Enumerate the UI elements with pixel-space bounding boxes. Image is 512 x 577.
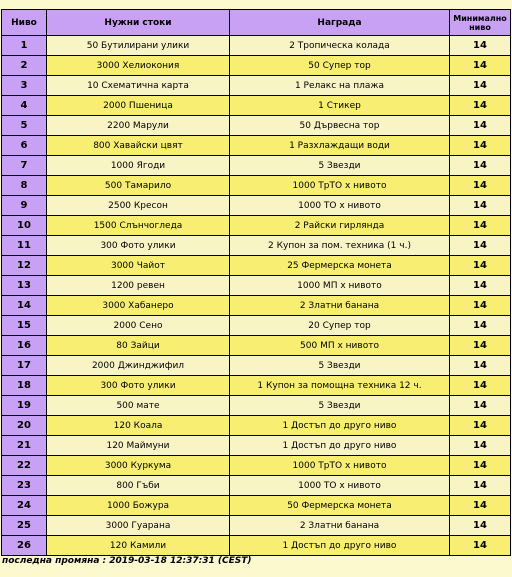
min-level-cell: 14 [450,336,511,356]
table-row [2,116,511,136]
reward-cell: 1 Купон за помощна техника 12 ч. [230,376,450,396]
table-row [2,356,511,376]
reward-cell: 50 Супер тор [230,56,450,76]
min-level-cell: 14 [450,236,511,256]
min-level-cell: 14 [450,416,511,436]
level-cell: 14 [2,296,47,316]
reward-cell: 2 Купон за пом. техника (1 ч.) [230,236,450,256]
min-level-cell: 14 [450,456,511,476]
table-row [2,156,511,176]
table-row [2,396,511,416]
table-row [2,236,511,256]
table-row [2,296,511,316]
levels-table [1,9,511,556]
min-level-cell: 14 [450,536,511,556]
min-level-cell: 14 [450,356,511,376]
level-cell: 25 [2,516,47,536]
level-cell: 9 [2,196,47,216]
goods-cell: 300 Фото улики [47,236,230,256]
min-level-cell: 14 [450,56,511,76]
level-cell: 3 [2,76,47,96]
goods-cell: 120 Камили [47,536,230,556]
reward-cell: 1 Стикер [230,96,450,116]
goods-cell: 2500 Кресон [47,196,230,216]
goods-cell: 500 мате [47,396,230,416]
reward-cell: 50 Дървесна тор [230,116,450,136]
table-row [2,276,511,296]
reward-cell: 1 Достъп до друго ниво [230,436,450,456]
min-level-cell: 14 [450,376,511,396]
reward-cell: 1 Разхлаждащи води [230,136,450,156]
reward-cell: 50 Фермерска монета [230,496,450,516]
min-level-cell: 14 [450,36,511,56]
min-level-cell: 14 [450,516,511,536]
table-row [2,196,511,216]
goods-cell: 3000 Хелиокония [47,56,230,76]
reward-cell: 500 МП x нивото [230,336,450,356]
goods-cell: 120 Маймуни [47,436,230,456]
header-row [2,10,511,36]
min-level-cell: 14 [450,256,511,276]
goods-cell: 2000 Джинджифил [47,356,230,376]
min-level-cell: 14 [450,476,511,496]
table-row [2,76,511,96]
goods-cell: 500 Тамарило [47,176,230,196]
table-row [2,416,511,436]
level-cell: 24 [2,496,47,516]
goods-cell: 2200 Марули [47,116,230,136]
level-cell: 23 [2,476,47,496]
reward-cell: 1000 МП x нивото [230,276,450,296]
goods-cell: 3000 Куркума [47,456,230,476]
goods-cell: 50 Бутилирани улики [47,36,230,56]
level-cell: 20 [2,416,47,436]
level-cell: 11 [2,236,47,256]
goods-cell: 3000 Хабанеро [47,296,230,316]
table-row [2,516,511,536]
reward-cell: 1000 ТО x нивото [230,476,450,496]
level-cell: 2 [2,56,47,76]
reward-cell: 2 Златни банана [230,516,450,536]
reward-cell: 1000 ТО x нивото [230,196,450,216]
reward-cell: 2 Златни банана [230,296,450,316]
table-row [2,456,511,476]
min-level-cell: 14 [450,296,511,316]
min-level-cell: 14 [450,76,511,96]
min-level-cell: 14 [450,276,511,296]
level-cell: 15 [2,316,47,336]
table-row [2,176,511,196]
reward-cell: 1 Достъп до друго ниво [230,536,450,556]
level-cell: 17 [2,356,47,376]
level-cell: 1 [2,36,47,56]
table-row [2,336,511,356]
level-cell: 26 [2,536,47,556]
level-cell: 19 [2,396,47,416]
min-level-cell: 14 [450,396,511,416]
header-goods: Нужни стоки [47,10,230,36]
level-cell: 7 [2,156,47,176]
goods-cell: 1000 Ягоди [47,156,230,176]
min-level-cell: 14 [450,216,511,236]
min-level-cell: 14 [450,156,511,176]
level-cell: 5 [2,116,47,136]
header-min-level: Минимално ниво [450,10,511,36]
level-cell: 10 [2,216,47,236]
min-level-cell: 14 [450,196,511,216]
table-row [2,216,511,236]
reward-cell: 2 Тропическа колада [230,36,450,56]
table-row [2,56,511,76]
reward-cell: 1 Релакс на плажа [230,76,450,96]
reward-cell: 5 Звезди [230,156,450,176]
min-level-cell: 14 [450,96,511,116]
table-row [2,496,511,516]
goods-cell: 10 Схематична карта [47,76,230,96]
goods-cell: 3000 Гуарана [47,516,230,536]
table-row [2,536,511,556]
reward-cell: 1000 ТрТО x нивото [230,176,450,196]
table-row [2,96,511,116]
goods-cell: 2000 Сено [47,316,230,336]
level-cell: 13 [2,276,47,296]
level-cell: 18 [2,376,47,396]
reward-cell: 5 Звезди [230,356,450,376]
level-cell: 12 [2,256,47,276]
goods-cell: 1200 ревен [47,276,230,296]
min-level-cell: 14 [450,136,511,156]
goods-cell: 1500 Слънчогледа [47,216,230,236]
min-level-cell: 14 [450,316,511,336]
goods-cell: 3000 Чайот [47,256,230,276]
table-body [2,36,511,556]
reward-cell: 1000 ТрТО x нивото [230,456,450,476]
min-level-cell: 14 [450,116,511,136]
level-cell: 6 [2,136,47,156]
min-level-cell: 14 [450,496,511,516]
table-row [2,136,511,156]
level-cell: 16 [2,336,47,356]
reward-cell: 5 Звезди [230,396,450,416]
table-row [2,476,511,496]
goods-cell: 120 Коала [47,416,230,436]
goods-cell: 80 Зайци [47,336,230,356]
last-modified: последна промяна : 2019-03-18 12:37:31 (CEST) [2,556,252,566]
table-row [2,316,511,336]
goods-cell: 300 Фото улики [47,376,230,396]
goods-cell: 2000 Пшеница [47,96,230,116]
reward-cell: 20 Супер тор [230,316,450,336]
reward-cell: 25 Фермерска монета [230,256,450,276]
level-cell: 4 [2,96,47,116]
level-cell: 22 [2,456,47,476]
goods-cell: 800 Гъби [47,476,230,496]
table-row [2,256,511,276]
table-row [2,376,511,396]
goods-cell: 1000 Божура [47,496,230,516]
min-level-cell: 14 [450,436,511,456]
level-cell: 8 [2,176,47,196]
goods-cell: 800 Хавайски цвят [47,136,230,156]
table-row [2,36,511,56]
table-row [2,436,511,456]
reward-cell: 2 Райски гирлянда [230,216,450,236]
header-level: Ниво [2,10,47,36]
header-reward: Награда [230,10,450,36]
min-level-cell: 14 [450,176,511,196]
reward-cell: 1 Достъп до друго ниво [230,416,450,436]
level-cell: 21 [2,436,47,456]
